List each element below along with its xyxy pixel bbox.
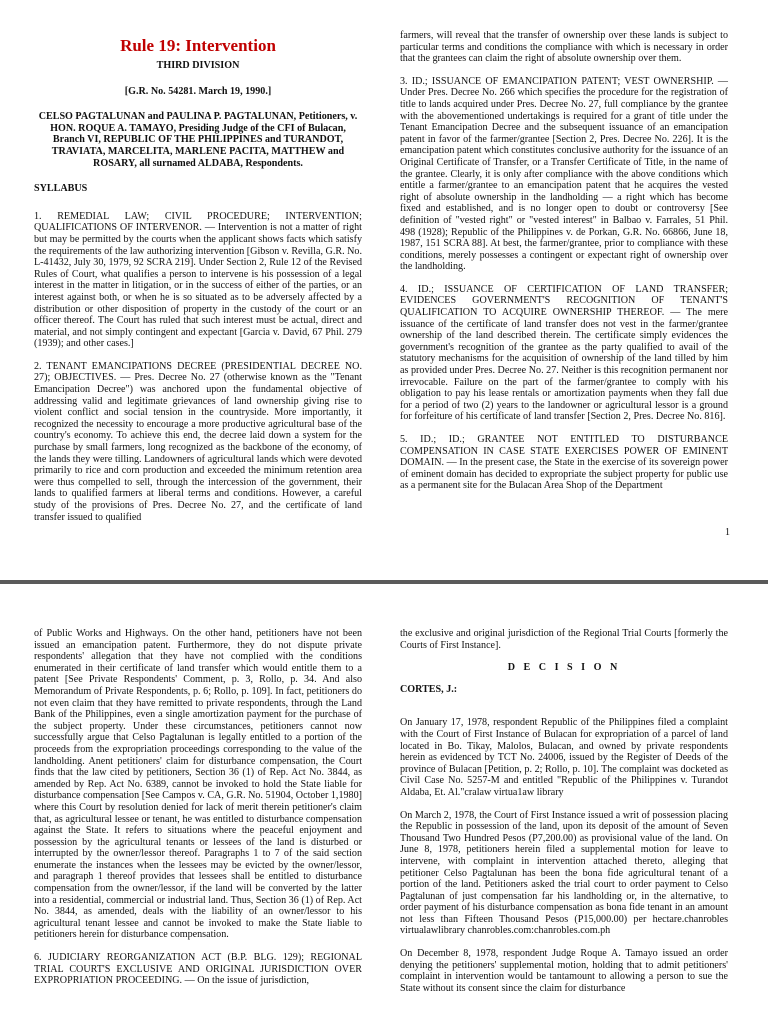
decision-heading: D E C I S I O N — [507, 662, 621, 674]
page-number: 1 — [725, 527, 730, 538]
page1-left-column — [34, 30, 362, 534]
page2-left-column — [34, 628, 362, 998]
syllabus-paragraph: 6. JUDICIARY REORGANIZATION ACT (B.P. BLG. 129); REGIONAL TRIAL COURT'S EXCLUSIVE AND ORIGINAL JURISDICTION OVER EXPROPRIATION PROCEEDING. — On the issue of jurisdiction, — [34, 952, 362, 987]
decision-paragraph: On December 8, 1978, respondent Judge Roque A. Tamayo issued an order denying the petitioners' supplemental motion, holding that to admit petitioners' complaint in intervention would be tantamount to allowing a person to sue the State without its consent since the claim for disturbance — [400, 948, 728, 994]
page2-right-column — [400, 628, 728, 1005]
case-parties: CELSO PAGTALUNAN and PAULINA P. PAGTALUNAN, Petitioners, v. HON. ROQUE A. TAMAYO, Presiding Judge of the CFI of Bulacan, Branch VI, REPUBLIC OF THE PHILIPPINES and TURANDOT, TRAVIATA, MARCELITA, MARLENE PACITA, MATTHEW and ROSARY, all surnamed ALDABA, Respondents. — [38, 111, 358, 169]
syllabus-paragraph: farmers, will reveal that the transfer of ownership over these lands is subject to particular terms and conditions the compliance with which is necessary in order that the grantees can claim the right of absolute ownership over them. — [400, 30, 728, 65]
syllabus-paragraph: of Public Works and Highways. On the other hand, petitioners have not been issued an emancipation patent. Furthermore, they do not dispute private respondents' allegation that they have not complied with the conditions enumerated in their certificate of land transfer which would entitle them to a patent [See Private Respondents' Comment, p. 3, Rollo, p. 34. And also Memorandum of Private Respondents, p. 6; Rollo, p. 109]. In fact, petitioners do not even claim that they have remitted to private respondents, through the Land Bank of the Philippines, even a single amortization payment for the purchase of the subject property. Under these circumstances, petitioners cannot now successfully argue that Celso Pagtalunan is legally entitled to a portion of the proceeds from the expropriation proceedings corresponding to the value of the landholding. Anent petitioners' claim for disturbance compensation, the Court finds that the law cited by petitioners, Section 36 (1) of Rep. Act No. 3844, as amended by Rep. Act No. 6389, cannot be invoked to hold the State liable for disturbance compensation [See Campos v. CA, G.R. No. 51904, October 1,1980] where this Court by resolution denied for lack of merit therein petitioner's claim that, as agricultural lessee or tenant, he was entitled to disturbance compensation against the State. It refers to situations where the peaceful enjoyment and possession by the agricultural tenants or lessees of the land is disturbed or interrupted by the owner/lessor thereof. Paragraphs 1 to 7 of the said section enumerate the instances when the lessees may be evicted by the owner/lessor, and paragraph 1 thereof provides that lessees shall be entitled to disturbance compensation from the owner/lessor, if the land will be converted by the latter into a residential, commercial or industrial land. Thus, Section 36 (1) of Rep. Act No. 3844, as amended, deals with the liability of an owner/lessor to his agricultural tenant lessee and cannot be invoked to make the State liable to petitioners herein for disturbance compensation. — [34, 628, 362, 941]
document-title: Rule 19: Intervention — [120, 36, 276, 55]
case-reference: [G.R. No. 54281. March 19, 1990.] — [124, 85, 272, 97]
syllabus-heading: SYLLABUS — [34, 183, 88, 195]
syllabus-paragraph: 2. TENANT EMANCIPATIONS DECREE (PRESIDENTIAL DECREE NO. 27); OBJECTIVES. — Pres. Decree No. 27 (otherwise known as the "Tenant Emancipation Decree") was anchored upon the fundamental objective of addressing valid and legitimate grievances of land ownership giving rise to violent conflict and social tension in the countryside. More importantly, it recognized the necessity to encourage a more productive agricultural base of the country's economy. To achieve this end, the decree laid down a system for the purchase by small farmers, long recognized as the backbone of the economy, of the lands they were tilling. Landowners of agricultural lands which were devoted primarily to rice and corn production and exceeded the minimum retention area were thus compelled to sell, through the intercession of the government, their lands to qualified farmers at liberal terms and conditions. However, a careful study of the provisions of Pres. Decree No. 27, and the certificate of land transfer issued to qualified — [34, 360, 362, 523]
division-label: THIRD DIVISION — [156, 60, 240, 71]
ponente-label: CORTES, J.: — [400, 683, 458, 695]
syllabus-paragraph: 1. REMEDIAL LAW; CIVIL PROCEDURE; INTERVENTION; QUALIFICATIONS OF INTERVENOR. — Intervention is not a matter of right but may be permitted by the courts when the applicant shows facts which satisfy the requirements of the law authorizing intervention [Gibson v. Revilla, G.R. No. L-41432, July 30, 1979, 92 SCRA 219]. Under Section 2, Rule 12 of the Revised Rules of Court, what qualifies a person to intervene is his possession of a legal interest in the matter in litigation, or in the success of either of the parties, or an interest against both, or when he is so situated as to be adversely affected by a distribution or other disposition of property in the custody of the court or an officer thereof. The Court has ruled that such interest must be actual, direct and material, and not simply contingent and expectant [Garcia v. David, 67 Phil. 279 (1939); and other cases.] — [34, 210, 362, 350]
syllabus-paragraph: 3. ID.; ISSUANCE OF EMANCIPATION PATENT; VEST OWNERSHIP. — Under Pres. Decree No. 266 which specifies the procedure for the registration of title to lands acquired under Pres. Decree No. 27, full compliance by the grantee with the abovementioned undertakings is required for a grant of title under the Tenant Emancipation Decree and the subsequent issuance of an emancipation patent in favor of the farmer/grantee [Section 2, Pres. Decree No. 226]. It is the emancipation patent which constitutes conclusive authority for the issuance of an Original Certificate of Transfer, or a Transfer Certificate of Title, in the name of the grantee. Clearly, it is only after compliance with the above conditions which entitle a farmer/grantee to an emancipation patent that he acquires the vested right of absolute ownership in the landholding — a right which has become fixed and established, and is no longer open to doubt or controversy [See definition of "vested right" or "vested interest" in Balbao v. Farrales, 51 Phil. 498 (1928); Republic of the Philippines v. de Porkan, G.R. No. 66866, June 18, 1987, 151 SCRA 88]. At best, the farmer/grantee, prior to compliance with these conditions, merely possesses a contingent or expectant right of ownership over the landholding. — [400, 75, 728, 273]
syllabus-paragraph: 5. ID.; ID.; GRANTEE NOT ENTITLED TO DISTURBANCE COMPENSATION IN CASE STATE EXERCISES POWER OF EMINENT DOMAIN. — In the present case, the State in the exercise of its sovereign power of eminent domain has decided to expropriate the subject property for public use as a permanent site for the Bulacan Area Shop of the Department — [400, 434, 728, 492]
syllabus-paragraph: the exclusive and original jurisdiction of the Regional Trial Courts [formerly the Courts of First Instance]. — [400, 628, 728, 651]
page1-right-column — [400, 30, 728, 503]
document-page-2 — [0, 584, 768, 1024]
syllabus-paragraph: 4. ID.; ISSUANCE OF CERTIFICATION OF LAND TRANSFER; EVIDENCES GOVERNMENT'S RECOGNITION OF TENANT'S QUALIFICATION TO ACQUIRE OWNERSHIP THEREOF. — The mere issuance of the certificate of land transfer does not vest in the farmer/grantee ownership of the land described therein. The certificate simply evidences the government's recognition of the grantee as the party qualified to avail of the statutory mechanisms for the acquisition of ownership of the land tilled by him as provided under Pres. Decree No. 27. Neither is this recognition permanent nor irrevocable. Failure on the part of the farmer/grantee to comply with his obligation to pay his lease rentals or amortization payments when they fall due for a period of two (2) years to the landowner or agricultural lessor is a ground for forfeiture of his certificate of land transfer [Section 2, Pres. Decree No. 816]. — [400, 283, 728, 423]
decision-paragraph: On March 2, 1978, the Court of First Instance issued a writ of possession placing the Republic in possession of the land, upon its deposit of the amount of Seven Thousand Two Hundred Pesos (P7,200.00) as provisional value of the land. On June 8, 1978, petitioners herein filed a supplemental motion for leave to intervene, with complaint in intervention attached thereto, alleging that petitioner Celso Pagtalunan has been the bona fide agricultural tenant of a portion of the land. Petitioners asked the trial court to order payment to Celso Pagtalunan of just compensation far his landholding or, in the alternative, to order payment of his disturbance compensation as bona fide tenant in an amount not less than Fifteen Thousand Pesos (P15,000.00) per hectare.chanrobles virtualawlibrary chanrobles.com:chanrobles.com.ph — [400, 809, 728, 937]
decision-paragraph: On January 17, 1978, respondent Republic of the Philippines filed a complaint with the Court of First Instance of Bulacan for expropriation of a parcel of land located in Bo. Tikay, Malolos, Bulacan, and owned by private respondents herein as evidenced by TCT No. 24006, issued by the Register of Deeds of the province of Bulacan [Petition, p. 2; Rollo, p. 10]. The complaint was docketed as Civil Case No. 5257-M and entitled "Republic of the Philippines v. Turandot Aldaba, Et. Al."cralaw virtua1aw library — [400, 717, 728, 798]
